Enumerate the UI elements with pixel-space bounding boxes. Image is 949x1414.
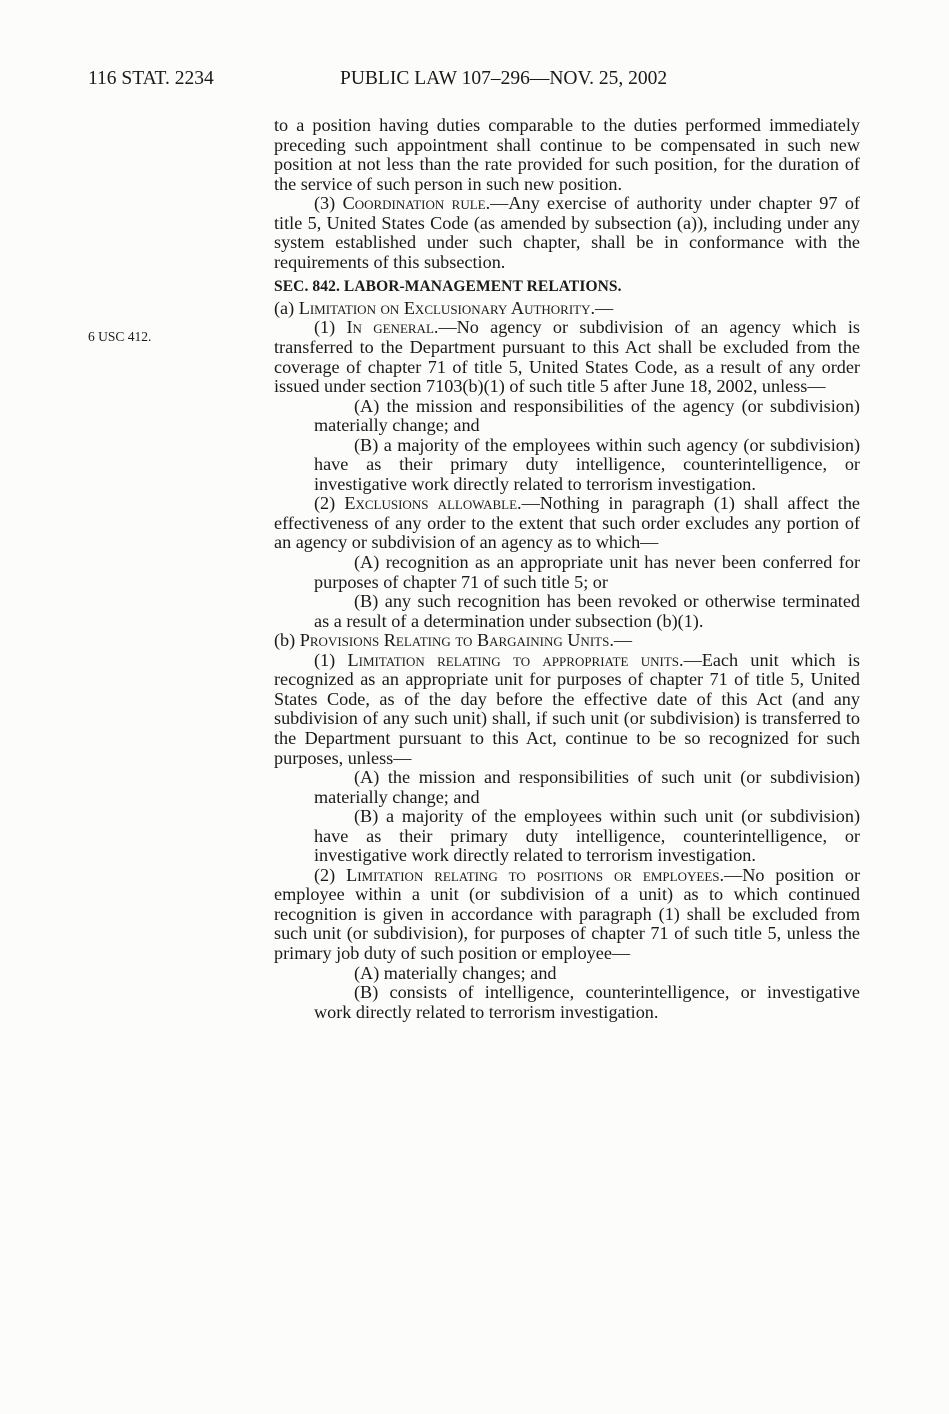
- continued-paragraph: to a position having duties comparable to the duties performed immediately preceding such appointment shall continue to be compensated in such new position at not less than the rate provided for such position, for the duration of the service of such person in such new position.: [274, 115, 860, 194]
- paragraph-a1: [274, 318, 860, 396]
- stat-page-number: 116 STAT. 2234: [88, 68, 214, 89]
- subsection-b-heading: [274, 631, 860, 651]
- paragraph-text: —No agency or subdivision of an agency which is transferred to the Department pursuant to this Act shall be excluded from the coverage of chapter 71 of title 5, United States Code, as a result of any order issued under section 7103(b)(1) of such title 5 after June 18, 2002, unless—: [274, 317, 860, 397]
- subparagraph-b1-B: (B) a majority of the employees within such unit (or subdivision) have as their primary duty intelligence, counterintelligence, or investigative work directly related to terrorism investigation.: [314, 806, 860, 866]
- paragraph-heading: Limitation relating to positions or employees.: [346, 864, 725, 885]
- subparagraph-b1-A: (A) the mission and responsibilities of such unit (or subdivision) materially change; and: [314, 767, 860, 807]
- paragraph-number: (2): [314, 493, 345, 514]
- paragraph-text: —Each unit which is recognized as an appropriate unit for purposes of chapter 71 of title 5, United States Code, as of the day before the effective date of this Act (and any subdivision of any such unit) shall, if such unit (or subdivision) is transferred to the Department pursuant to this Act, continue to be so recognized for such purposes, unless—: [274, 649, 860, 768]
- paragraph-heading: In general.: [346, 317, 439, 338]
- statute-body: [274, 116, 860, 1022]
- paragraph-heading: Coordination rule.: [342, 193, 491, 214]
- paragraph-heading: Exclusions allowable.: [344, 493, 522, 514]
- paragraph-number: (1): [314, 317, 347, 338]
- margin-citation: 6 USC 412.: [88, 329, 152, 344]
- paragraph-heading: Limitation relating to appropriate units.: [347, 649, 684, 670]
- public-law-citation: PUBLIC LAW 107–296—NOV. 25, 2002: [340, 68, 668, 89]
- subparagraph-a2-B: (B) any such recognition has been revoked or otherwise terminated as a result of a determination under subsection (b)(1).: [314, 591, 860, 631]
- coordination-rule-paragraph: [274, 194, 860, 272]
- subparagraph-a2-A: (A) recognition as an appropriate unit has never been conferred for purposes of chapter 71 of such title 5; or: [314, 552, 860, 592]
- paragraph-text: —Any exercise of authority under chapter 97 of title 5, United States Code (as amended by subsection (a)), including under any system established under such chapter, shall be in conformance with the requirements of this subsection.: [274, 193, 860, 272]
- subsection-title: Limitation on Exclusionary Authority.: [298, 297, 596, 318]
- subparagraph-b2-A: (A) materially changes; and: [354, 962, 557, 983]
- paragraph-text: —Nothing in paragraph (1) shall affect the effectiveness of any order to the extent that such order excludes any portion of an agency or subdivision of an agency as to which—: [274, 493, 860, 553]
- paragraph-number: (3): [314, 193, 343, 214]
- subparagraph-a1-B: (B) a majority of the employees within such agency (or subdivision) have as their primary duty intelligence, counterintelligence, or investigative work directly related to terrorism investigation.: [314, 434, 860, 494]
- subsection-label: (a): [274, 297, 299, 318]
- running-head: [88, 68, 868, 94]
- subsection-dash: —: [595, 297, 614, 318]
- subparagraph-a1-A: (A) the mission and responsibilities of the agency (or subdivision) materially change; and: [314, 395, 860, 436]
- section-heading: SEC. 842. LABOR-MANAGEMENT RELATIONS.: [274, 278, 622, 296]
- subsection-dash: —: [613, 630, 633, 651]
- paragraph-b1: [274, 651, 860, 768]
- paragraph-a2: [274, 494, 860, 553]
- paragraph-b2: [274, 866, 860, 964]
- paragraph-text: —No position or employee within a unit (or subdivision of a unit) as to which continued recognition is given in accordance with paragraph (1) shall be excluded from such unit (or subdivision), for purposes of chapter 71 of such title 5, unless the primary job duty of such position or employee—: [274, 864, 861, 963]
- paragraph-number: (1): [314, 649, 348, 670]
- subsection-title: Provisions Relating to Bargaining Units.: [299, 630, 614, 651]
- subparagraph-b2-B: (B) consists of intelligence, counterintelligence, or investigative work directly related to terrorism investigation.: [314, 982, 860, 1022]
- subsection-label: (b): [274, 630, 300, 651]
- subsection-a-heading: [274, 299, 860, 319]
- paragraph-number: (2): [314, 864, 347, 885]
